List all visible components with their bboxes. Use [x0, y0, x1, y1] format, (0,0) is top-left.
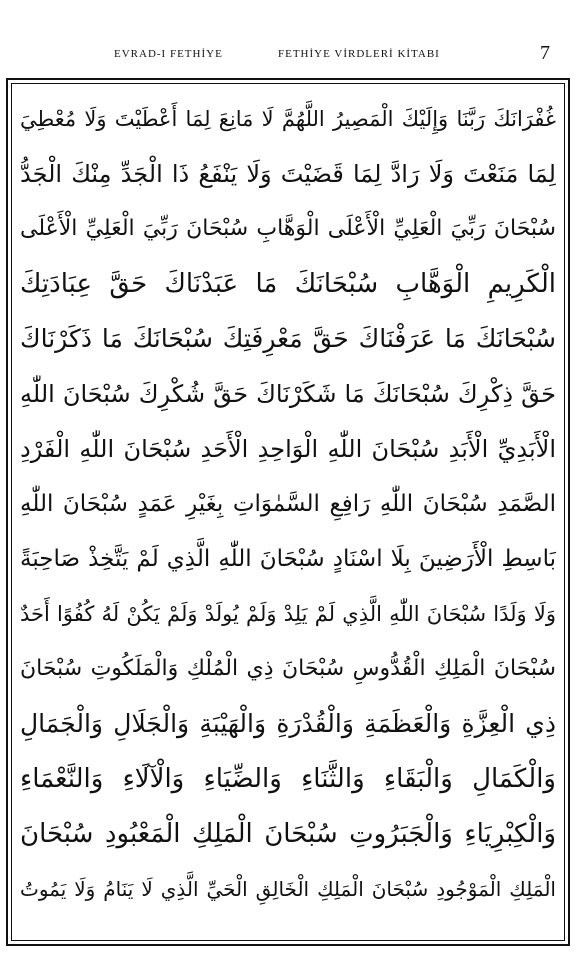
text-line-3: سُبْحَانَ رَبِّيَ الْعَلِيِّ الْأَعْلَى الْوَهَّابِ سُبْحَانَ رَبِّيَ الْعَلِيِّ الْأَعْلَى: [20, 216, 556, 241]
page-number: 7: [540, 42, 550, 64]
text-line-10: وَلَا وَلَدًا سُبْحَانَ اللّٰهِ الَّذِي لَمْ يَلِدْ وَلَمْ يُولَدْ وَلَمْ يَكُنْ لَهُ كُفُوًا أَحَدٌ: [20, 602, 556, 626]
running-title-center: FETHİYE VİRDLERİ KİTABI: [278, 48, 440, 60]
text-line-1: غُفْرَانَكَ رَبَّنَا وَإِلَيْكَ الْمَصِيرُ اللَّهُمَّ لَا مَانِعَ لِمَا أَعْطَيْتَ وَلَا مُعْطِيَ: [20, 107, 556, 131]
text-line-12: ذِي الْعِزَّةِ وَالْعَظَمَةِ وَالْقُدْرَةِ وَالْهَيْبَةِ وَالْجَلَالِ وَالْجَمَالِ: [20, 709, 556, 738]
text-frame: [6, 78, 570, 946]
text-line-4: الْكَرِيمِ الْوَهَّابِ سُبْحَانَكَ مَا عَبَدْنَاكَ حَقَّ عِبَادَتِكَ: [20, 269, 556, 299]
page-header: [0, 40, 581, 70]
arabic-text-block: [20, 94, 556, 934]
text-line-5: سُبْحَانَكَ مَا عَرَفْنَاكَ حَقَّ مَعْرِفَتِكَ سُبْحَانَكَ مَا ذَكَرْنَاكَ: [20, 324, 556, 353]
running-title-left: EVRAD-I FETHİYE: [114, 48, 223, 60]
text-line-6: حَقَّ ذِكْرِكَ سُبْحَانَكَ مَا شَكَرْنَاكَ حَقَّ شُكْرِكَ سُبْحَانَ اللّٰهِ: [20, 380, 556, 408]
text-line-11: سُبْحَانَ الْمَلِكِ الْقُدُّوسِ سُبْحَانَ ذِي الْمُلْكِ وَالْمَلَكُوتِ سُبْحَانَ: [20, 656, 556, 681]
text-line-8: الصَّمَدِ سُبْحَانَ اللّٰهِ رَافِعِ السَّمٰوَاتِ بِغَيْرِ عَمَدٍ سُبْحَانَ اللّٰهِ: [20, 491, 556, 517]
text-line-13: وَالْكَمَالِ وَالْبَقَاءِ وَالثَّنَاءِ وَالضِّيَاءِ وَالْآلَاءِ وَالنَّعْمَاءِ: [20, 764, 556, 794]
text-line-14: وَالْكِبْرِيَاءِ وَالْجَبَرُوتِ سُبْحَانَ الْمَلِكِ الْمَعْبُودِ سُبْحَانَ: [20, 819, 556, 849]
text-line-2: لِمَا مَنَعْتَ وَلَا رَادَّ لِمَا قَضَيْتَ وَلَا يَنْفَعُ ذَا الْجَدِّ مِنْكَ الْجَدُّ: [20, 160, 556, 188]
text-line-9: بَاسِطِ الْأَرَضِينَ بِلَا اسْنَادٍ سُبْحَانَ اللّٰهِ الَّذِي لَمْ يَتَّخِذْ صَاحِبَةً: [20, 546, 556, 572]
text-line-15: الْمَلِكِ الْمَوْجُودِ سُبْحَانَ الْمَلِكِ الْخَالِقِ الْحَيِّ الَّذِي لَا يَنَامُ وَلَا يَمُوتُ: [20, 877, 556, 901]
text-line-7: الْأَبَدِيِّ الْأَبَدِ سُبْحَانَ اللّٰهِ الْوَاحِدِ الْأَحَدِ سُبْحَانَ اللّٰهِ الْفَرْدِ: [20, 435, 556, 463]
